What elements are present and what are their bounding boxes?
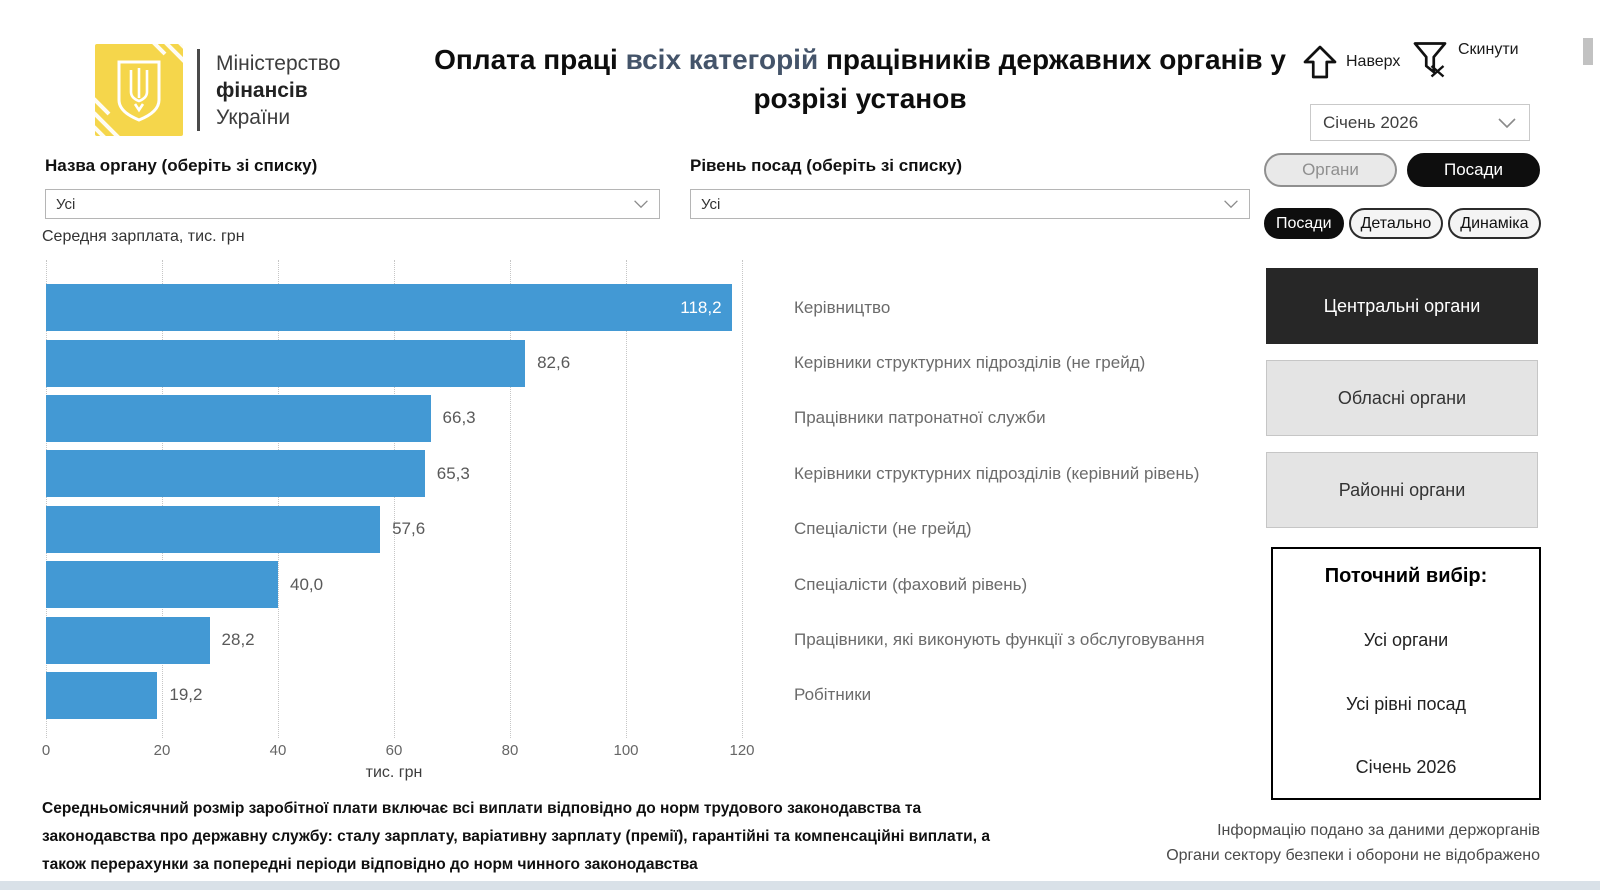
category-label: Робітники bbox=[794, 685, 872, 705]
bar-track bbox=[46, 672, 761, 719]
data-source-line-1: Інформацію подано за даними держорганів bbox=[1217, 822, 1540, 839]
title-highlight: всіх категорій bbox=[625, 44, 819, 75]
category-label: Працівники, які виконують функції з обслуговування bbox=[794, 630, 1205, 650]
x-tick-0: 0 bbox=[41, 742, 51, 759]
organ-filter-value: Усі bbox=[56, 195, 76, 213]
ministry-emblem-icon bbox=[95, 44, 183, 136]
current-selection-panel bbox=[1271, 547, 1541, 800]
category-label: Керівники структурних підрозділів (керівний рівень) bbox=[794, 463, 1200, 483]
bar-track bbox=[46, 617, 761, 664]
ministry-logo bbox=[95, 44, 340, 136]
period-dropdown[interactable] bbox=[1310, 104, 1530, 141]
tab-dynamika[interactable]: Динаміка bbox=[1448, 208, 1540, 239]
bar-8[interactable] bbox=[46, 672, 157, 719]
tab-detalno[interactable]: Детально bbox=[1349, 208, 1444, 239]
tab-organy[interactable]: Органи bbox=[1264, 153, 1397, 187]
bar-row bbox=[46, 557, 1256, 612]
tab-posady[interactable]: Посади bbox=[1407, 153, 1540, 187]
current-selection-title: Поточний вибір: bbox=[1324, 565, 1488, 587]
scrollbar-thumb[interactable] bbox=[1583, 38, 1593, 65]
bottom-edge-strip bbox=[0, 881, 1600, 890]
position-level-filter-dropdown[interactable] bbox=[690, 189, 1250, 219]
x-axis-ticks bbox=[41, 742, 761, 762]
category-label: Спеціалісти (не грейд) bbox=[794, 519, 972, 539]
category-label: Керівники структурних підрозділів (не грейд) bbox=[794, 353, 1146, 373]
bar-value-label: 28,2 bbox=[221, 630, 255, 650]
bar-value-label: 40,0 bbox=[290, 574, 324, 594]
bar-value-label: 19,2 bbox=[169, 685, 203, 705]
view-toggle-row-1 bbox=[1264, 153, 1540, 187]
current-selection-period: Січень 2026 bbox=[1355, 756, 1457, 777]
bar-track bbox=[46, 340, 761, 387]
arrow-up-icon bbox=[1302, 44, 1338, 80]
filter-clear-icon bbox=[1412, 40, 1448, 80]
x-tick-100: 100 bbox=[613, 742, 639, 759]
data-source-line-2: Органи сектору безпеки і оборони не відображено bbox=[1166, 847, 1540, 864]
logo-line-2: фінансів bbox=[216, 78, 308, 102]
bar-track bbox=[46, 284, 761, 331]
org-level-button-group bbox=[1266, 268, 1538, 528]
bar-value-label: 118,2 bbox=[680, 297, 722, 317]
chart-axis-title: Середня зарплата, тис. грн bbox=[42, 228, 245, 245]
view-toggle-row-2 bbox=[1264, 208, 1540, 239]
reset-filters-label: Скинути bbox=[1458, 41, 1519, 58]
category-label: Працівники патронатної служби bbox=[794, 408, 1046, 428]
ministry-name bbox=[216, 50, 340, 131]
bar-track bbox=[46, 450, 761, 497]
title-part1: Оплата праці bbox=[434, 44, 626, 75]
x-tick-20: 20 bbox=[153, 742, 171, 759]
bar-5[interactable] bbox=[46, 506, 380, 553]
x-axis-unit-label: тис. грн bbox=[365, 764, 423, 781]
bar-chart bbox=[46, 260, 1256, 738]
bar-value-label: 65,3 bbox=[436, 463, 470, 483]
bar-row bbox=[46, 502, 1256, 557]
bar-row bbox=[46, 446, 1256, 501]
methodology-note bbox=[42, 795, 1122, 879]
bar-1[interactable] bbox=[46, 284, 732, 331]
bar-track bbox=[46, 506, 761, 553]
current-selection-organs: Усі органи bbox=[1363, 630, 1449, 651]
button-central-organs[interactable]: Центральні органи bbox=[1266, 268, 1538, 344]
bar-track bbox=[46, 395, 761, 442]
bar-row bbox=[46, 668, 1256, 723]
bar-6[interactable] bbox=[46, 561, 278, 608]
x-tick-120: 120 bbox=[729, 742, 755, 759]
chart-bar-rows bbox=[46, 280, 1256, 723]
logo-line-3: України bbox=[216, 105, 291, 129]
chevron-down-icon bbox=[1497, 117, 1517, 129]
methodology-note-line-2: законодавства про державну службу: сталу зарплату, варіативну зарплату (премії), гарантійні та компенсаційні виплати, а bbox=[42, 828, 990, 845]
organ-filter-dropdown[interactable] bbox=[45, 189, 660, 219]
current-selection-levels: Усі рівні посад bbox=[1345, 693, 1466, 714]
bar-row bbox=[46, 612, 1256, 667]
category-label: Спеціалісти (фаховий рівень) bbox=[794, 574, 1028, 594]
back-to-top-button[interactable] bbox=[1302, 44, 1400, 80]
methodology-note-line-1: Середньомісячний розмір заробітної плати включає всі виплати відповідно до норм трудового законодавства та bbox=[42, 800, 922, 817]
bar-value-label: 57,6 bbox=[392, 519, 426, 539]
bar-4[interactable] bbox=[46, 450, 425, 497]
bar-7[interactable] bbox=[46, 617, 210, 664]
position-level-filter-value: Усі bbox=[701, 195, 721, 213]
methodology-note-line-3: також перерахунки за попередні періоди відповідно до норм чинного законодавства bbox=[42, 856, 698, 873]
button-raion-organs[interactable]: Районні органи bbox=[1266, 452, 1538, 528]
x-tick-60: 60 bbox=[385, 742, 403, 759]
bar-row bbox=[46, 280, 1256, 335]
bar-value-label: 82,6 bbox=[537, 353, 571, 373]
period-dropdown-value: Січень 2026 bbox=[1323, 112, 1419, 132]
chevron-down-icon bbox=[633, 199, 649, 209]
bar-track bbox=[46, 561, 761, 608]
reset-filters-button[interactable] bbox=[1412, 40, 1520, 80]
tab-posady-sub[interactable]: Посади bbox=[1264, 208, 1344, 239]
organ-filter-label: Назва органу (оберіть зі списку) bbox=[45, 156, 318, 175]
bar-3[interactable] bbox=[46, 395, 431, 442]
back-to-top-label: Наверх bbox=[1346, 53, 1401, 70]
title-part2: працівників державних органів у розрізі установ bbox=[753, 44, 1286, 114]
bar-value-label: 66,3 bbox=[442, 408, 476, 428]
x-tick-80: 80 bbox=[501, 742, 519, 759]
x-tick-40: 40 bbox=[269, 742, 287, 759]
logo-divider bbox=[197, 49, 200, 131]
position-level-filter-label: Рівень посад (оберіть зі списку) bbox=[690, 156, 962, 175]
chevron-down-icon bbox=[1223, 199, 1239, 209]
logo-line-1: Міністерство bbox=[216, 51, 341, 75]
bar-row bbox=[46, 335, 1256, 390]
category-label: Керівництво bbox=[794, 297, 891, 317]
bar-row bbox=[46, 391, 1256, 446]
bar-2[interactable] bbox=[46, 340, 525, 387]
data-source-note bbox=[1000, 818, 1540, 868]
button-oblast-organs[interactable]: Обласні органи bbox=[1266, 360, 1538, 436]
page-title bbox=[430, 40, 1290, 118]
